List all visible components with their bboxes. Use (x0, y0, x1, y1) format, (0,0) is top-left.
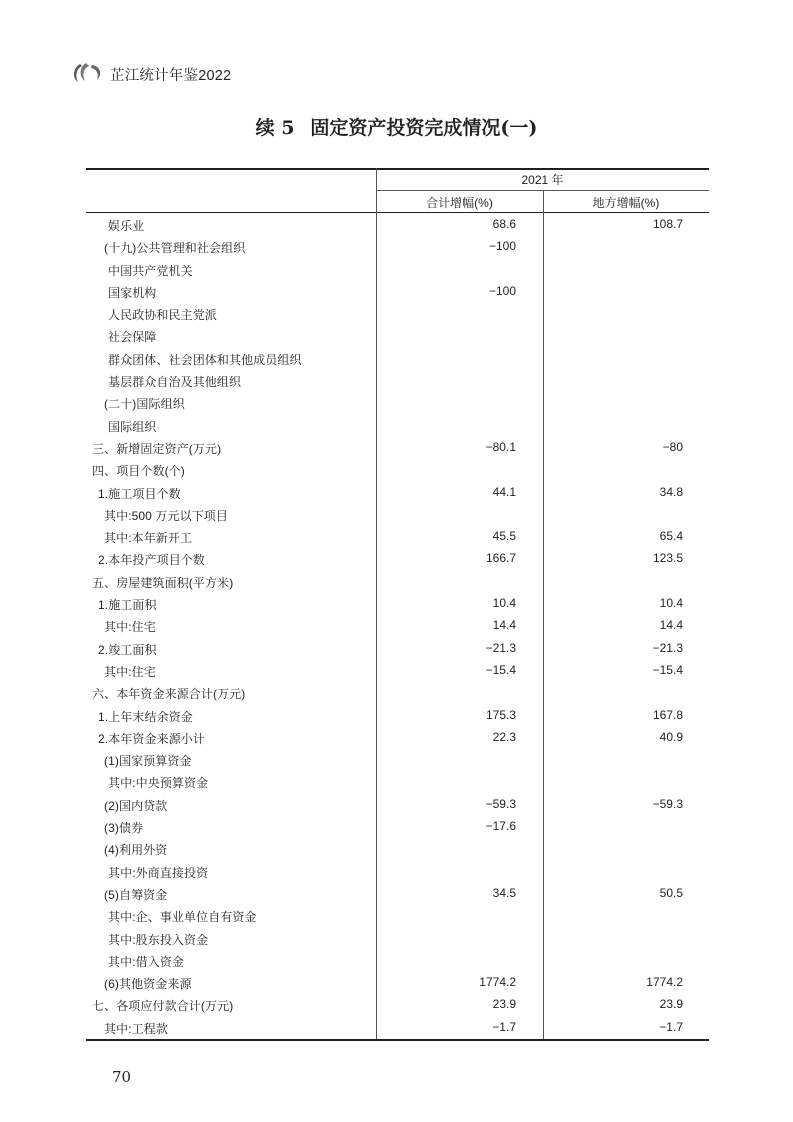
table-row (86, 927, 709, 949)
local-growth-cell: 40.9 (659, 729, 683, 744)
table-row (86, 637, 709, 659)
table-number: 续 5 (255, 117, 295, 139)
table-row (86, 659, 709, 681)
table-row (86, 235, 709, 257)
table-row (86, 213, 709, 235)
table-row (86, 436, 709, 458)
total-growth-cell: −1.7 (492, 1019, 516, 1034)
row-label: 2.本年投产项目个数 (98, 553, 206, 568)
table-row (86, 793, 709, 815)
row-label: 1.上年末结余资金 (98, 709, 193, 724)
row-label: 人民政协和民主党派 (108, 308, 217, 323)
row-label: 其中:工程款 (104, 1021, 168, 1036)
yearbook-title: 芷江统计年鉴2022 (110, 68, 232, 84)
row-label: (十九)公共管理和社会组织 (104, 241, 246, 256)
row-label: 其中:住宅 (104, 620, 156, 635)
row-label: 六、本年资金来源合计(万元) (92, 687, 246, 702)
table-row (86, 481, 709, 503)
total-growth-cell: 34.5 (492, 885, 516, 900)
local-growth-cell: 1774.2 (646, 975, 683, 990)
table-row (86, 324, 709, 346)
row-label: (6)其他资金来源 (104, 977, 192, 992)
column-header-total: 合计增幅(%) (426, 196, 493, 210)
total-growth-cell: −100 (488, 239, 516, 254)
table-bottom-rule (86, 1039, 709, 1041)
row-label: (3)债券 (104, 821, 144, 836)
row-label: 娱乐业 (108, 219, 145, 233)
table-body (86, 213, 709, 1038)
total-growth-cell: −15.4 (485, 662, 516, 677)
row-label: 其中:500 万元以下项目 (104, 508, 228, 523)
row-label: 其中:股东投入资金 (108, 932, 209, 947)
total-growth-cell: −100 (488, 283, 516, 298)
row-label: 1.施工面积 (98, 598, 157, 613)
local-growth-cell: 50.5 (659, 885, 683, 900)
table-row (86, 414, 709, 436)
row-label: 群众团体、社会团体和其他成员组织 (108, 352, 302, 367)
table-row (86, 369, 709, 391)
row-label: (4)利用外资 (104, 843, 168, 858)
row-label: (2)国内贷款 (104, 798, 168, 813)
column-header-local: 地方增幅(%) (592, 196, 660, 210)
table-row (86, 280, 709, 302)
row-label: 四、项目个数(个) (92, 464, 185, 479)
page-number: 70 (112, 1068, 132, 1086)
table-row (86, 1016, 709, 1038)
local-growth-cell: −80 (662, 439, 683, 454)
local-growth-cell: −21.3 (652, 640, 683, 655)
table-row (86, 882, 709, 904)
local-growth-cell: 14.4 (659, 618, 683, 633)
table-row (86, 302, 709, 324)
table-row (86, 503, 709, 525)
row-label: 三、新增固定资产(万元) (92, 441, 222, 456)
table-row (86, 704, 709, 726)
table-title (0, 113, 793, 140)
table-row (86, 458, 709, 480)
table-title-text: 固定资产投资完成情况(一) (310, 117, 538, 139)
row-label: 其中:外商直接投资 (108, 865, 209, 880)
table-row (86, 592, 709, 614)
local-growth-cell: 23.9 (659, 997, 683, 1012)
row-label: 其中:借入资金 (108, 954, 185, 969)
table-row (86, 904, 709, 926)
row-label: 基层群众自治及其他组织 (108, 375, 242, 390)
total-growth-cell: 166.7 (485, 551, 516, 566)
row-label: (二十)国际组织 (104, 397, 185, 412)
row-label: 国家机构 (108, 285, 157, 300)
total-growth-cell: −59.3 (485, 796, 516, 811)
row-label: 其中:本年新开工 (104, 531, 193, 546)
row-label: 2.本年资金来源小计 (98, 731, 206, 746)
table-top-rule (86, 168, 709, 170)
table-row (86, 815, 709, 837)
local-growth-cell: 123.5 (652, 551, 683, 566)
local-growth-cell: 108.7 (652, 217, 683, 231)
table-row (86, 391, 709, 413)
row-label: 其中:中央预算资金 (108, 776, 209, 791)
local-growth-cell: 10.4 (659, 596, 683, 611)
table-row (86, 525, 709, 547)
total-growth-cell: 23.9 (492, 997, 516, 1012)
total-growth-cell: 175.3 (485, 707, 516, 722)
table-row (86, 770, 709, 792)
table-row (86, 347, 709, 369)
table-row (86, 726, 709, 748)
table-row (86, 993, 709, 1015)
yearbook-logo-icon (70, 60, 106, 86)
row-label: 1.施工项目个数 (98, 486, 181, 501)
total-growth-cell: −17.6 (485, 819, 516, 834)
table-row (86, 837, 709, 859)
local-growth-cell: 167.8 (652, 707, 683, 722)
row-label: 五、房屋建筑面积(平方米) (92, 575, 234, 590)
local-growth-cell: −59.3 (652, 796, 683, 811)
table-row (86, 681, 709, 703)
table-row (86, 860, 709, 882)
local-growth-cell: 65.4 (659, 529, 683, 544)
total-growth-cell: 10.4 (492, 596, 516, 611)
row-label: 社会保障 (108, 330, 157, 345)
row-label: 其中:企、事业单位自有资金 (108, 910, 257, 925)
total-growth-cell: 45.5 (492, 529, 516, 544)
table-row (86, 971, 709, 993)
local-growth-cell: −15.4 (652, 662, 683, 677)
row-label: 七、各项应付款合计(万元) (92, 999, 234, 1014)
total-growth-cell: 68.6 (492, 217, 516, 231)
total-growth-cell: 44.1 (492, 484, 516, 499)
year-header: 2021 年 (521, 173, 564, 187)
local-growth-cell: 34.8 (659, 484, 683, 499)
table-row (86, 614, 709, 636)
table-row (86, 258, 709, 280)
total-growth-cell: 14.4 (492, 618, 516, 633)
row-label: (5)自筹资金 (104, 887, 168, 902)
table-row (86, 547, 709, 569)
row-label: 中国共产党机关 (108, 263, 193, 278)
table-row (86, 949, 709, 971)
total-growth-cell: 22.3 (492, 729, 516, 744)
total-growth-cell: −80.1 (485, 439, 516, 454)
table-row (86, 748, 709, 770)
row-label: 2.竣工面积 (98, 642, 157, 657)
table-row (86, 570, 709, 592)
row-label: 其中:住宅 (104, 664, 156, 679)
row-label: 国际组织 (108, 419, 157, 434)
total-growth-cell: 1774.2 (479, 975, 516, 990)
total-growth-cell: −21.3 (485, 640, 516, 655)
local-growth-cell: −1.7 (659, 1019, 683, 1034)
row-label: (1)国家预算资金 (104, 754, 192, 769)
